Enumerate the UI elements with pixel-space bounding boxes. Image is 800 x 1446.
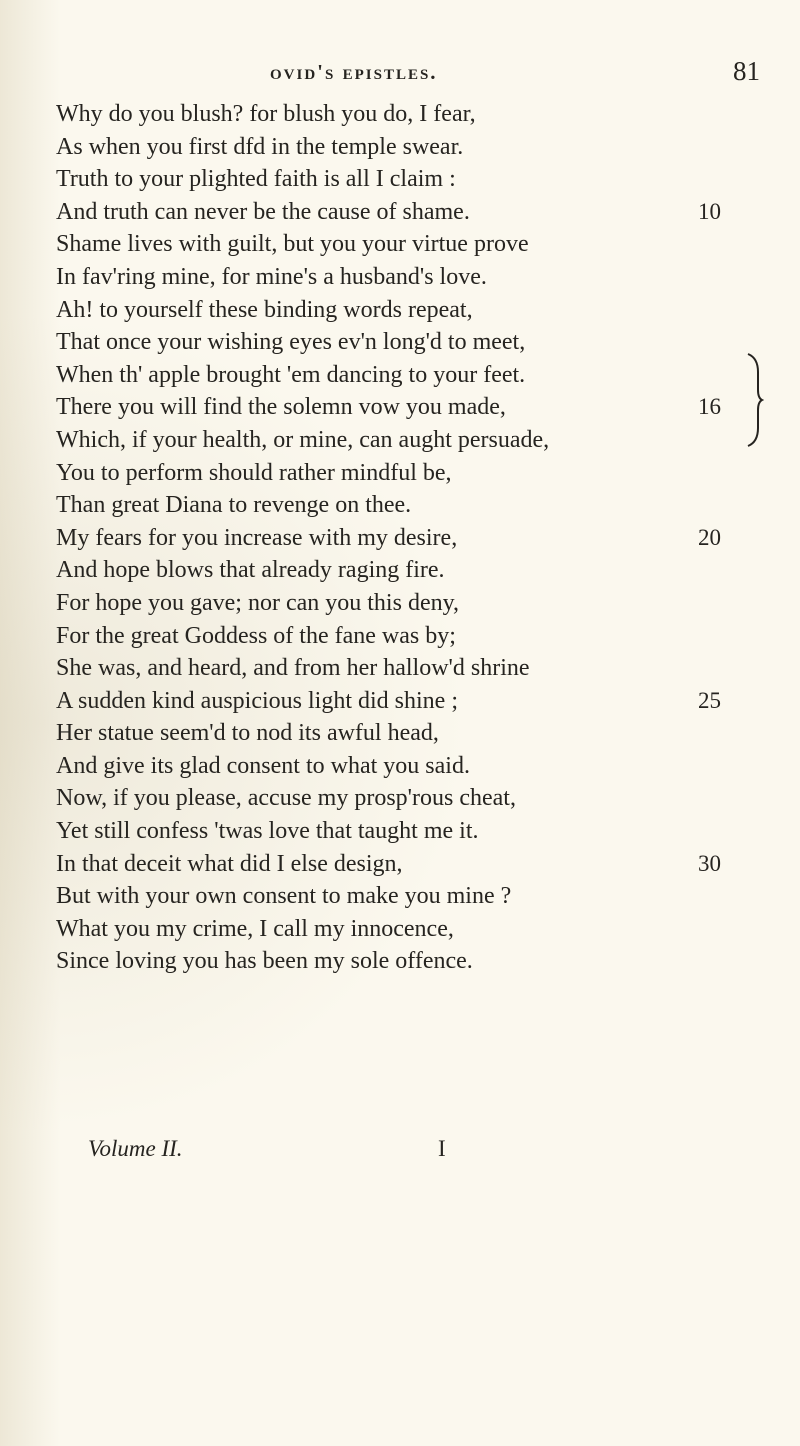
poem-line-text: She was, and heard, and from her hallow'd shrine [56, 655, 530, 682]
poem-line [56, 522, 756, 555]
poem-line [56, 620, 756, 653]
poem-line [56, 424, 756, 457]
poem-line [56, 359, 756, 392]
poem-line [56, 750, 756, 783]
poem-line [56, 489, 756, 522]
poem-body [56, 98, 756, 978]
line-number: 16 [698, 394, 721, 420]
poem-line [56, 587, 756, 620]
poem-line-text: Yet still confess 'twas love that taught me it. [56, 818, 479, 845]
line-number: 20 [698, 524, 721, 550]
poem-line-text: There you will find the solemn vow you made, [56, 394, 506, 421]
poem-line-text: My fears for you increase with my desire, [56, 524, 458, 551]
poem-line [56, 782, 756, 815]
signature-letter: I [438, 1136, 446, 1161]
poem-line [56, 261, 756, 294]
signature-mark-volume: Volume II. [88, 1136, 183, 1161]
poem-line-text: Than great Diana to revenge on thee. [56, 492, 412, 519]
poem-line-text: You to perform should rather mindful be, [56, 459, 452, 486]
poem-line-text: When th' apple brought 'em dancing to your feet. [56, 361, 526, 388]
page-footer [88, 1136, 688, 1168]
poem-line-text: Since loving you has been my sole offence. [56, 948, 473, 975]
line-number: 30 [698, 850, 721, 876]
line-number: 25 [698, 687, 721, 713]
poem-line-text: Her statue seem'd to nod its awful head, [56, 720, 439, 747]
page-number: 81 [733, 56, 760, 86]
poem-line [56, 196, 756, 229]
poem-line-text: As when you first dfd in the temple swear. [56, 133, 464, 160]
poem-line [56, 163, 756, 196]
poem-line-text: And hope blows that already raging fire. [56, 557, 445, 584]
poem-line-text: Shame lives with guilt, but you your virtue prove [56, 231, 529, 258]
poem-line [56, 685, 756, 718]
poem-line [56, 880, 756, 913]
poem-line [56, 652, 756, 685]
poem-line [56, 717, 756, 750]
poem-line [56, 945, 756, 978]
poem-line [56, 913, 756, 946]
poem-line-text: Now, if you please, accuse my prosp'rous cheat, [56, 785, 516, 812]
triplet-brace [746, 352, 764, 448]
poem-line [56, 848, 756, 881]
poem-line-text: Which, if your health, or mine, can aught persuade, [56, 426, 550, 453]
poem-line-text: In fav'ring mine, for mine's a husband's love. [56, 263, 487, 290]
poem-line-text: Truth to your plighted faith is all I claim : [56, 166, 456, 193]
poem-line-text: Why do you blush? for blush you do, I fear, [56, 101, 476, 127]
poem-line-text: For the great Goddess of the fane was by; [56, 622, 456, 649]
poem-line-text: And give its glad consent to what you said. [56, 752, 470, 779]
poem-line [56, 98, 756, 131]
poem-line-text: For hope you gave; nor can you this deny, [56, 589, 460, 616]
poem-line [56, 554, 756, 587]
poem-line [56, 294, 756, 327]
poem-line [56, 391, 756, 424]
poem-line-text: What you my crime, I call my innocence, [56, 915, 454, 942]
poem-line-text: And truth can never be the cause of shame. [56, 198, 470, 225]
page-header [0, 56, 800, 96]
poem-line-text: A sudden kind auspicious light did shine ; [56, 687, 458, 714]
running-title: ovid's epistles. [270, 60, 438, 84]
line-number: 10 [698, 198, 721, 224]
poem-line-text: That once your wishing eyes ev'n long'd to meet, [56, 329, 526, 356]
poem-line [56, 228, 756, 261]
poem-line-text: Ah! to yourself these binding words repeat, [56, 296, 473, 323]
poem-line [56, 131, 756, 164]
poem-line [56, 815, 756, 848]
poem-line [56, 457, 756, 490]
poem-line [56, 326, 756, 359]
poem-line-text: In that deceit what did I else design, [56, 850, 403, 877]
poem-line-text: But with your own consent to make you mine ? [56, 883, 512, 910]
